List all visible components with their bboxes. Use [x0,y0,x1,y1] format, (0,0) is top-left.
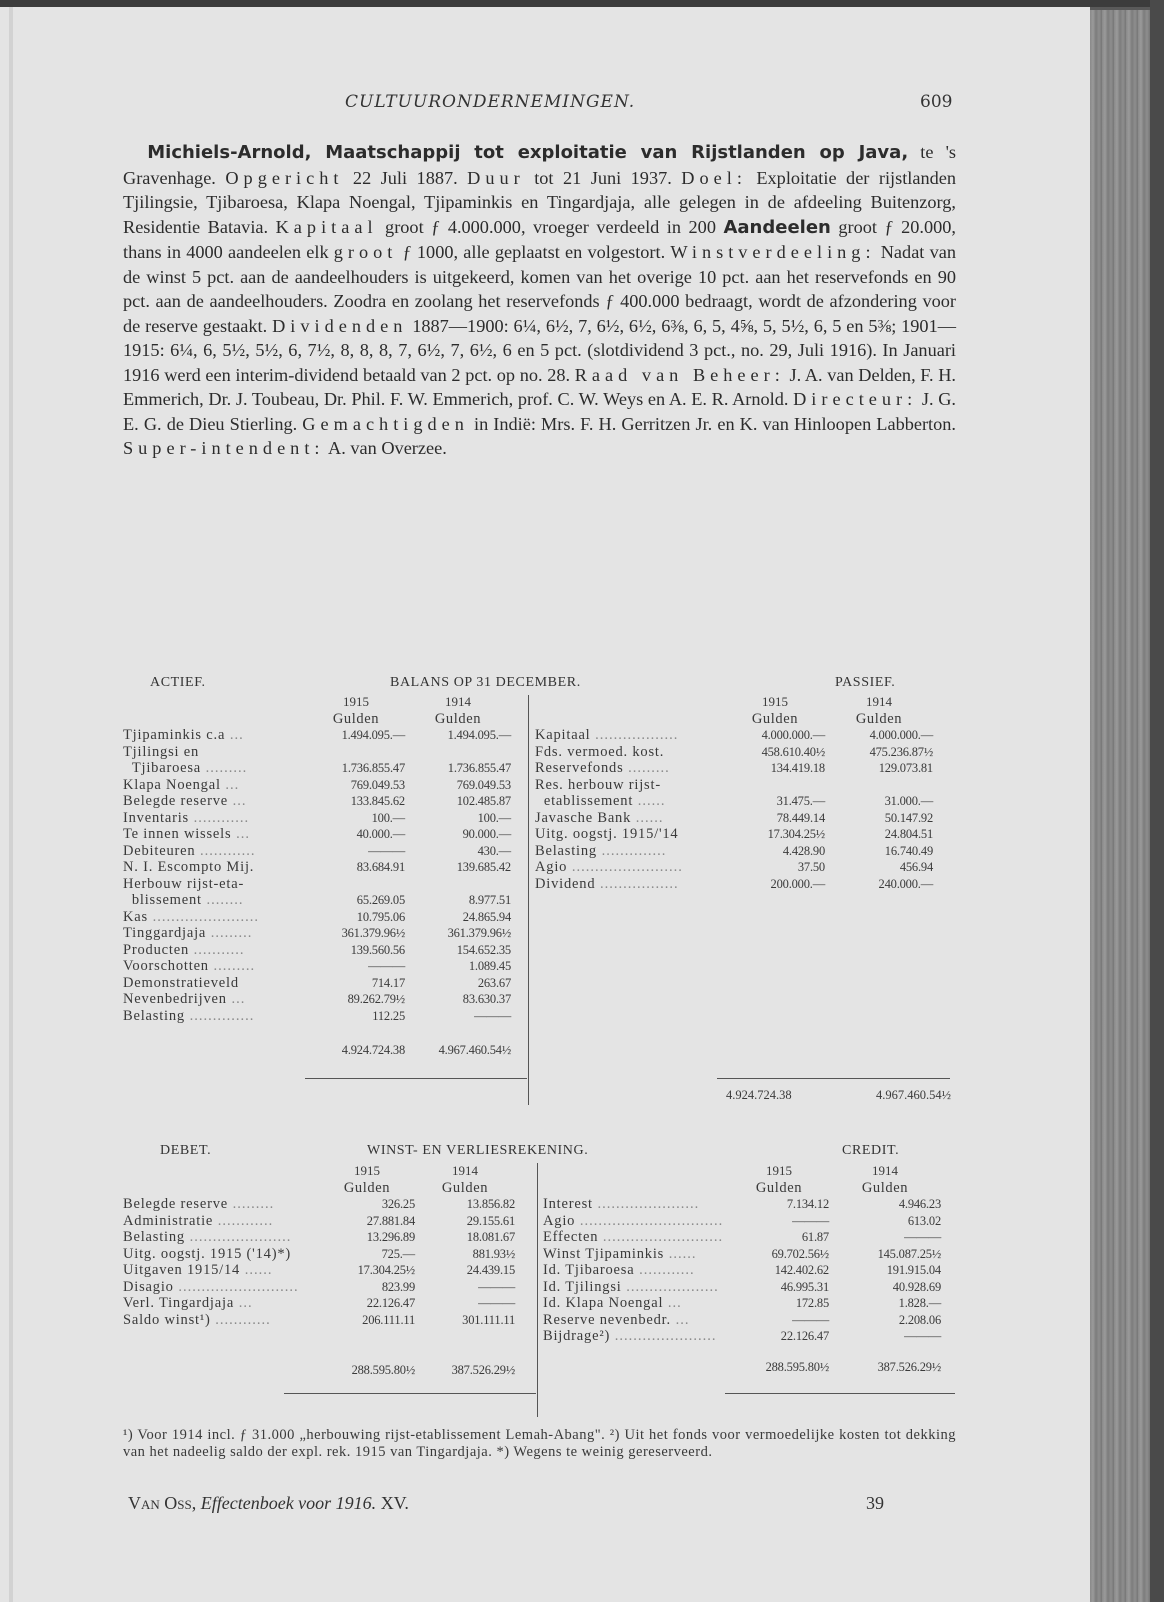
value-1915: 40.000.— [356,827,405,841]
value-1915 [307,744,405,761]
row-label: blissement ........ [123,892,244,908]
row-label: Tjipaminkis c.a ... [123,727,244,743]
value-1914: 40.928.69 [892,1279,941,1294]
value-1914: ——— [478,1279,515,1294]
value-1915: 725.— [381,1246,415,1261]
value-1915: ——— [792,1213,829,1228]
winstverdeeling-label: Winstverdeeling: [670,242,876,262]
value-1915: 65.269.05 [356,893,405,907]
table-row [123,909,511,926]
passief-table: 1915 1914 Gulden Gulden Kapitaal .................. 4.000.000.— 4.000.000.— Fds. vermoed. kost. 458.610.40½ 475.236.87½ Reservefonds ......... 134.419.18 129.073.81 Res. herbouw rijst- etablissement ...... 31.475.— 31.000.— Javasche Bank ...... 78.449.14 50.147.92 Uitg. oogstj. 1915/'14 17.304.25½ 24.804.51 Belasting .............. 4.428.90 16.740.49 Agio ........................ 37.50 456.94 Dividend ................. 200.000.— 240.000.— [535,694,933,892]
kapitaal-label: Kapitaal [275,216,378,237]
signature-mark: 39 [866,1493,884,1513]
debet-table: 1915 1914 Gulden Gulden Belegde reserve ......... 326.25 13.856.82 Administratie ............ 27.881.84 29.155.61 Belasting ...................... 13.296.89 18.081.67 Uitg. oogstj. 1915 ('14)*) 725.— 881.93½ Uitgaven 1915/14 ...... 17.304.25½ 24.439.15 Disagio .......................... 823.99 ——— Verl. Tingardjaja ... 22.126.47 ——— Saldo winst¹) ............ 206.111.11 301.111.11 288.595.80½ 387.526.29½ [123,1163,515,1377]
value-1914: 430.— [477,843,511,858]
value-1915: 78.449.14 [776,810,825,825]
row-label: Belegde reserve ......... [123,1196,275,1212]
value-1915: 1.736.855.47 [341,761,405,775]
table-row [535,793,933,810]
row-label: Uitgaven 1915/14 ...... [123,1262,273,1278]
duur-label: Duur [467,167,525,188]
doel-label: Doel: [681,167,747,188]
table-row [123,975,511,992]
table-row [123,826,511,843]
value-1915: 89.262.79½ [347,992,405,1006]
value-1915: 27.881.84 [366,1213,415,1228]
row-label: Kas ....................... [123,908,259,925]
table-row [123,727,511,744]
table-row [123,1213,515,1230]
row-label: Belasting .............. [535,842,667,859]
value-1914: 129.073.81 [878,761,933,775]
book-cover-edge [1150,0,1164,1602]
table-row [123,744,511,761]
row-label: Bijdrage²) ...................... [543,1328,717,1344]
value-1915: 134.419.18 [770,761,825,775]
value-1914: 16.740.49 [884,843,933,858]
table-row [535,876,933,893]
value-1914: 263.67 [477,975,511,990]
value-1914: 1.089.45 [468,959,511,973]
table-row [123,991,511,1008]
value-1914 [405,876,511,893]
debet-total-rule [284,1393,536,1394]
value-1914: 102.485.87 [456,794,511,808]
value-1914: 1.494.095.— [447,728,511,742]
directeur-label: Directeur: [793,389,918,409]
row-label: Javasche Bank ...... [535,809,664,826]
row-label: Producten ........... [123,941,245,958]
value-1914: 8.977.51 [468,893,511,907]
volume: XV. [380,1493,409,1513]
table-row [535,810,933,827]
value-1914: 50.147.92 [884,810,933,825]
value-1915: 112.25 [372,1008,405,1023]
winst-verlies-divider [537,1163,538,1417]
row-label: Reservefonds ......... [535,760,670,776]
row-label: N. I. Escompto Mij. [123,859,255,875]
value-1914: 769.049.53 [456,777,511,792]
table-row [123,925,511,942]
table-row [123,843,511,860]
value-1915: 139.560.56 [350,942,405,957]
value-1915: 458.610.40½ [761,744,825,759]
value-1914: ——— [904,1230,941,1244]
scan-top-edge [0,0,1164,7]
passief-total-rule [717,1078,950,1079]
opgericht-label: Opgericht [225,167,344,188]
table-row [123,876,511,893]
row-label: Belasting .............. [123,1007,255,1024]
row-label: Disagio .......................... [123,1278,299,1295]
value-1915 [307,876,405,893]
table-row [535,859,933,876]
table-row [123,810,511,827]
value-1915: 142.402.62 [774,1263,829,1277]
credit-heading: CREDIT. [842,1143,900,1158]
row-label: Id. Tjibaroesa ............ [543,1262,695,1278]
row-label: Uitg. oogstj. 1915 ('14)*) [123,1245,292,1262]
value-1914: 456.94 [899,860,933,874]
raad-van-beheer-label: Raad van Beheer: [574,364,785,385]
value-1915: 13.296.89 [366,1230,415,1244]
company-entry [123,140,956,461]
value-1915: 326.25 [381,1197,415,1211]
value-1915: 69.702.56½ [771,1246,829,1261]
value-1914: 1.828.— [898,1296,941,1310]
value-1914: 24.439.15 [466,1263,515,1277]
table-row [123,1295,515,1312]
value-1915: 83.684.91 [356,860,405,874]
value-1914: 240.000.— [878,876,933,891]
value-1915: 4.428.90 [782,843,825,858]
table-row [123,942,511,959]
table-row [543,1229,941,1246]
entry-paragraph: Michiels-Arnold, Maatschappij tot exploitatie van Rijstlanden op Java, te 's Gravenhage. Opgericht 22 Juli 1887. Duur tot 21 Juni 1937. Doel: Exploitatie der rijstlanden Tjilingsie, Tjibaroesa, Klapa Noengal, Tjipaminkis en Tingardjaja, alle gelegen in de afdeeling Buitenzorg, Residentie Batavia. Kapitaal groot ƒ 4.000.000, vroeger verdeeld in 200 Aandeelen groot ƒ 20.000, thans in 4000 aandeelen elk groot ƒ 1000, alle geplaatst en volgestort. Winstverdeeling: Nadat van de winst 5 pct. aan de aandeelhouders is uitgekeerd, komen van het overige 10 pct. aan het reservefonds en 90 pct. aan de aandeelhouders. Zoodra en zoolang het reservefonds ƒ 400.000 bedraagt, wordt de afzondering voor de reserve gestaakt. Dividenden 1887—1900: 6¼, 6½, 7, 6½, 6½, 6⅜, 6, 5, 4⅝, 5, 5½, 6, 5 en 5⅜; 1901—1915: 6¼, 6, 5½, 5½, 6, 7½, 8, 8, 8, 7, 6½, 7, 6½, 6 en 5 pct. (slotdividend 3 pct., no. 29, Juli 1916). In Januari 1916 werd een interim-dividend betaald van 2 pct. op no. 28. Raad van Beheer: J. A. van Delden, F. H. Emmerich, Dr. J. Toubeau, Dr. Phil. F. W. Emmerich, prof. C. W. Weys en A. E. R. Arnold. Directeur: J. G. E. G. de Dieu Stierling. Gemachtigden in Indië: Mrs. F. H. Gerritzen Jr. en K. van Hinloopen Labberton. Super-intendent: A. van Overzee. [123,142,957,458]
table-row [123,1262,515,1279]
table-row [123,1196,515,1213]
footer-citation [128,1493,409,1514]
value-1915: 22.126.47 [366,1296,415,1310]
row-label: Kapitaal .................. [535,727,679,743]
row-label: Saldo winst¹) ............ [123,1311,271,1328]
value-1914: 4.946.23 [898,1197,941,1211]
row-label: Tjibaroesa ......... [123,760,248,776]
row-label: Interest ...................... [543,1196,700,1212]
row-label: Id. Klapa Noengal ... [543,1295,682,1311]
table-row [535,744,933,761]
value-1914: 100.— [477,810,511,825]
value-1915: 200.000.— [770,876,825,891]
row-label: Winst Tjipaminkis ...... [543,1245,697,1262]
book-title: Effectenboek voor 1916. [200,1493,377,1513]
credit-total-row: 288.595.80½ 387.526.29½ [765,1359,941,1374]
row-label: Te innen wissels ... [123,826,250,842]
row-label: Agio ........................ [535,859,683,875]
value-1914: ——— [474,1008,511,1023]
value-1914: 613.02 [907,1213,941,1228]
winst-verlies-heading: WINST- EN VERLIESREKENING. [367,1143,589,1158]
dividenden-label: Dividenden [272,315,408,336]
table-row [123,1279,515,1296]
page-number: 609 [920,92,953,112]
actief-total-rule [305,1078,527,1079]
value-1914: 1.736.855.47 [447,761,511,775]
value-1914: 83.630.37 [462,992,511,1006]
value-1914: 31.000.— [884,794,933,808]
value-1914: 301.111.11 [462,1312,515,1327]
value-1914: 154.652.35 [456,942,511,957]
actief-table: 1915 1914 Gulden Gulden Tjipaminkis c.a ... 1.494.095.— 1.494.095.— Tjilingsi en Tjibaroesa ......... 1.736.855.47 1.736.855.47 Klapa Noengal ... 769.049.53 769.049.53 Belegde reserve ... 133.845.62 102.485.87 Inventaris ............ 100.— 100.— Te innen wissels ... 40.000.— 90.000.— Debiteuren ............ ——— 430.— N. I. Escompto Mij. 83.684.91 139.685.42 Herbouw rijst-eta- blissement ........ 65.269.05 8.977.51 Kas ....................... 10.795.06 24.865.94 Tinggardjaja ......... 361.379.96½ 361.379.96½ Producten ........... 139.560.56 154.652.35 Voorschotten ......... ——— 1.089.45 Demonstratieveld 714.17 263.67 Nevenbedrijven ... 89.262.79½ 83.630.37 Belasting .............. 112.25 ——— 4.924.724.38 4.967.460.54½ [123,694,511,1057]
value-1914: 4.000.000.— [869,728,933,742]
company-name: Michiels-Arnold, Maatschappij tot exploitatie van Rijstlanden op Java, [147,142,909,163]
table-row [543,1328,941,1345]
row-label: Tjilingsi en [123,743,200,760]
value-1914: 29.155.61 [466,1213,515,1228]
value-1914 [825,777,933,794]
value-1914: ——— [904,1329,941,1343]
value-1915: 31.475.— [776,794,825,808]
row-label: Administratie ............ [123,1212,274,1229]
table-row [123,777,511,794]
credit-table: 1915 1914 Gulden Gulden Interest ...................... 7.134.12 4.946.23 Agio ............................... ——— 613.02 Effecten .......................... 61.87 ——— Winst Tjipaminkis ...... 69.702.56½ 145.087.25½ Id. Tjibaroesa ............ 142.402.62 191.915.04 Id. Tjilingsi .................... 46.995.31 40.928.69 Id. Klapa Noengal ... 172.85 1.828.— Reserve nevenbedr. ... ——— 2.208.06 Bijdrage²) ...................... 22.126.47 ——— 288.595.80½ 387.526.29½ [543,1163,941,1374]
value-1915 [725,777,825,794]
publisher: Van Oss, [128,1493,197,1513]
value-1915: 133.845.62 [350,794,405,808]
value-1914: 475.236.87½ [869,744,933,759]
credit-total-rule [725,1393,955,1394]
value-1914: 13.856.82 [466,1197,515,1211]
value-1914: ——— [478,1296,515,1310]
row-label: Res. herbouw rijst- [535,776,661,793]
row-label: Verl. Tingardjaja ... [123,1295,253,1311]
actief-total-row: 4.924.724.38 4.967.460.54½ [341,1043,511,1057]
value-1915: 361.379.96½ [341,926,405,940]
table-row [123,892,511,909]
running-title: CULTUURONDERNEMINGEN. [345,92,636,112]
row-label: Effecten .......................... [543,1229,724,1245]
table-row [535,727,933,744]
value-1915: 172.85 [795,1296,829,1310]
debet-total-row: 288.595.80½ 387.526.29½ [351,1363,515,1377]
row-label: Fds. vermoed. kost. [535,743,665,760]
table-row [535,843,933,860]
debet-heading: DEBET. [160,1143,212,1158]
value-1915: 823.99 [381,1279,415,1294]
value-1914: 145.087.25½ [877,1246,941,1261]
row-label: Klapa Noengal ... [123,776,240,793]
value-1915: 4.000.000.— [761,728,825,742]
value-1915: 22.126.47 [780,1329,829,1343]
table-row [543,1312,941,1329]
table-row [543,1196,941,1213]
table-row [123,1008,511,1025]
row-label: Debiteuren ............ [123,842,256,859]
row-label: Demonstratieveld [123,974,239,991]
value-1915: ——— [368,843,405,858]
value-1914: 191.915.04 [886,1263,941,1277]
table-row [123,760,511,777]
value-1915: 714.17 [371,975,405,990]
row-label: Herbouw rijst-eta- [123,875,245,892]
table-row [543,1246,941,1263]
row-label: Belasting ...................... [123,1229,292,1245]
row-label: Id. Tjilingsi .................... [543,1278,719,1295]
table-row [123,1246,515,1263]
row-label: Inventaris ............ [123,809,250,826]
row-label: Voorschotten ......... [123,958,256,974]
row-label: Nevenbedrijven ... [123,991,246,1007]
table-row [123,859,511,876]
value-1915: 37.50 [797,860,825,874]
value-1915: 61.87 [801,1230,829,1244]
value-1915: ——— [368,959,405,973]
value-1915: ——— [792,1312,829,1327]
value-1914: 881.93½ [472,1246,515,1261]
value-1915: 17.304.25½ [767,827,825,841]
value-1915: 769.049.53 [350,777,405,792]
value-1914: 18.081.67 [466,1230,515,1244]
page-fold-shadow [9,7,13,1602]
value-1915: 17.304.25½ [357,1263,415,1277]
row-label: Uitg. oogstj. 1915/'14 [535,826,679,842]
table-row [543,1213,941,1230]
gemachtigden-label: Gemachtigden [302,413,469,434]
row-label: Dividend ................. [535,875,679,892]
balans-heading: BALANS OP 31 DECEMBER. [390,675,581,690]
passief-heading: PASSIEF. [835,675,896,690]
value-1915: 46.995.31 [780,1279,829,1294]
value-1915: 100.— [371,810,405,825]
footnotes: ¹) Voor 1914 incl. ƒ 31.000 „herbouwing rijst-etablissement Lemah-Abang". ²) Uit het fonds voor vermoedelijke kosten tot dekking van het nadeelig saldo der expl. rek. 1915 van Tingardjaja. *) Wegens te weinig gereserveerd. [123,1427,956,1460]
row-label: Reserve nevenbedr. ... [543,1311,690,1328]
table-row [543,1262,941,1279]
value-1915: 206.111.11 [362,1312,415,1327]
table-row [543,1279,941,1296]
row-label: Agio ............................... [543,1212,724,1229]
value-1915: 7.134.12 [786,1197,829,1211]
table-row [543,1295,941,1312]
value-1914: 2.208.06 [898,1312,941,1327]
value-1914: 24.865.94 [462,909,511,924]
row-label: Belegde reserve ... [123,793,247,809]
table-row [123,1229,515,1246]
table-row [123,793,511,810]
value-1914: 139.685.42 [456,860,511,874]
table-row [123,958,511,975]
actief-heading: ACTIEF. [150,675,206,690]
value-1914 [405,744,511,761]
table-row [123,1312,515,1329]
aandeelen-label: Aandeelen [723,216,831,238]
value-1914: 90.000.— [462,827,511,841]
balans-divider [528,695,529,1105]
table-row [535,760,933,777]
superintendent-label: Super-intendent: [123,438,325,458]
table-row [535,826,933,843]
value-1914: 24.804.51 [884,827,933,841]
row-label: Tinggardjaja ......... [123,925,253,941]
row-label: etablissement ...... [535,793,666,809]
value-1914: 361.379.96½ [447,926,511,940]
table-row [535,777,933,794]
value-1915: 1.494.095.— [341,728,405,742]
value-1915: 10.795.06 [356,909,405,924]
passief-total-row: 4.924.724.38 4.967.460.54½ [726,1088,951,1102]
